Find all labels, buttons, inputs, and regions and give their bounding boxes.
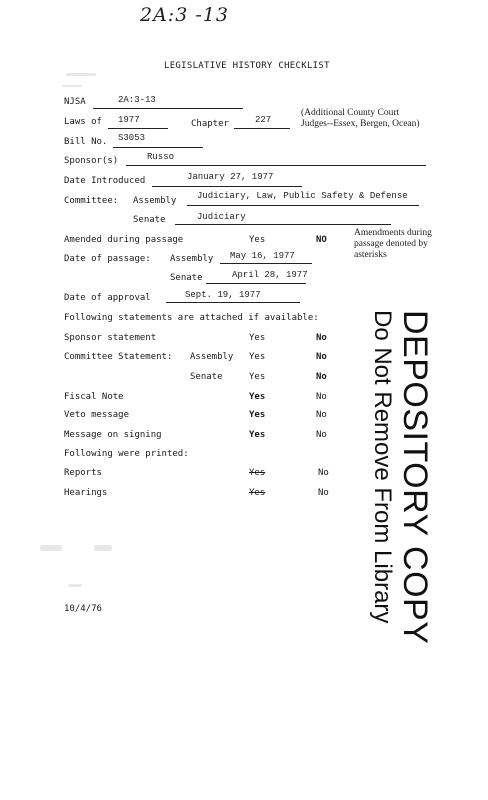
- chapter-value: 227: [255, 115, 272, 125]
- statement-row-yes: Yes: [249, 352, 266, 362]
- printed-row-yes-struck: Yes: [249, 488, 266, 498]
- amended-label: Amended during passage: [64, 235, 184, 245]
- statement-row-label: Sponsor statement: [64, 333, 157, 343]
- scan-smudge: [94, 545, 112, 551]
- handwritten-header: 2A:3 -13: [140, 4, 229, 26]
- date-introduced-label: Date Introduced: [64, 176, 146, 186]
- statement-row-yes: Yes: [249, 372, 266, 382]
- committee-assembly-value: Judiciary, Law, Public Safety & Defense: [197, 191, 408, 201]
- document-title: LEGISLATIVE HISTORY CHECKLIST: [164, 61, 330, 71]
- committee-senate-value: Judiciary: [197, 212, 246, 222]
- njsa-label: NJSA: [64, 97, 86, 107]
- footer-date: 10/4/76: [64, 604, 102, 614]
- chapter-note-line1: (Additional County Court: [301, 108, 400, 118]
- date-introduced-underline: [152, 186, 302, 187]
- scan-smudge: [68, 584, 82, 587]
- committee-label: Committee:: [64, 196, 119, 206]
- passage-senate-value: April 28, 1977: [232, 270, 308, 280]
- njsa-underline: [93, 108, 243, 109]
- amend-note-line3: asterisks: [354, 250, 387, 260]
- committee-senate-underline: [175, 224, 391, 225]
- passage-assembly-label: Assembly: [170, 254, 214, 264]
- statement-row-label: Committee Statement:: [64, 352, 173, 362]
- statement-row-yes-checked: Yes: [249, 392, 266, 402]
- amend-note-line1: Amendments during: [354, 228, 432, 238]
- committee-assembly-label: Assembly: [133, 196, 177, 206]
- statement-row-no: No: [316, 430, 327, 440]
- statement-row-label: Message on signing: [64, 430, 162, 440]
- sponsors-underline: [126, 165, 426, 166]
- statement-row-no-circled: No: [316, 352, 327, 362]
- date-of-approval-value: Sept. 19, 1977: [185, 290, 261, 300]
- date-of-approval-label: Date of approval: [64, 293, 151, 303]
- following-attached-heading: Following statements are attached if available:: [64, 313, 319, 323]
- statement-row-yes-checked: Yes: [249, 430, 266, 440]
- passage-senate-label: Senate: [170, 273, 203, 283]
- scan-smudge: [40, 545, 62, 551]
- date-introduced-value: January 27, 1977: [187, 172, 274, 182]
- scan-speck: [66, 73, 96, 76]
- printed-row-label: Hearings: [64, 488, 108, 498]
- passage-senate-underline: [206, 283, 306, 284]
- passage-assembly-underline: [220, 263, 312, 264]
- amended-no-circled: NO: [316, 235, 327, 245]
- laws-of-value: 1977: [118, 115, 140, 125]
- chapter-note-line2: Judges--Essex, Bergen, Ocean): [301, 119, 420, 129]
- laws-of-label: Laws of: [64, 117, 102, 127]
- printed-row-no: No: [318, 488, 329, 498]
- statement-row-yes-checked: Yes: [249, 410, 266, 420]
- statement-row-sub: Senate: [190, 372, 223, 382]
- committee-senate-label: Senate: [133, 215, 166, 225]
- amend-note-line2: passage denoted by: [354, 239, 428, 249]
- sponsors-label: Sponsor(s): [64, 156, 119, 166]
- chapter-underline: [234, 128, 290, 129]
- bill-no-label: Bill No.: [64, 137, 108, 147]
- statement-row-label: Veto message: [64, 410, 130, 420]
- depository-copy-stamp: DEPOSITORY COPY: [396, 310, 434, 645]
- printed-row-yes-struck: Yes: [249, 468, 266, 478]
- following-printed-heading: Following were printed:: [64, 449, 189, 459]
- laws-of-underline: [108, 128, 168, 129]
- njsa-value: 2A:3-13: [118, 95, 156, 105]
- statement-row-no: No: [316, 410, 327, 420]
- statement-row-label: Fiscal Note: [64, 392, 124, 402]
- sponsors-value: Russo: [147, 152, 175, 162]
- committee-assembly-underline: [187, 205, 419, 206]
- scan-speck: [62, 85, 82, 87]
- passage-assembly-value: May 16, 1977: [230, 251, 295, 261]
- printed-row-no: No: [318, 468, 329, 478]
- date-of-approval-underline: [166, 302, 300, 303]
- bill-no-underline: [113, 147, 203, 148]
- statement-row-yes: Yes: [249, 333, 266, 343]
- statement-row-sub: Assembly: [190, 352, 234, 362]
- statement-row-no: No: [316, 392, 327, 402]
- bill-no-value: S3053: [118, 133, 146, 143]
- date-of-passage-label: Date of passage:: [64, 254, 151, 264]
- amended-yes: Yes: [249, 235, 266, 245]
- chapter-label: Chapter: [191, 119, 229, 129]
- statement-row-no-circled: No: [316, 372, 327, 382]
- do-not-remove-stamp: Do Not Remove From Library: [369, 310, 396, 624]
- statement-row-no-circled: No: [316, 333, 327, 343]
- printed-row-label: Reports: [64, 468, 102, 478]
